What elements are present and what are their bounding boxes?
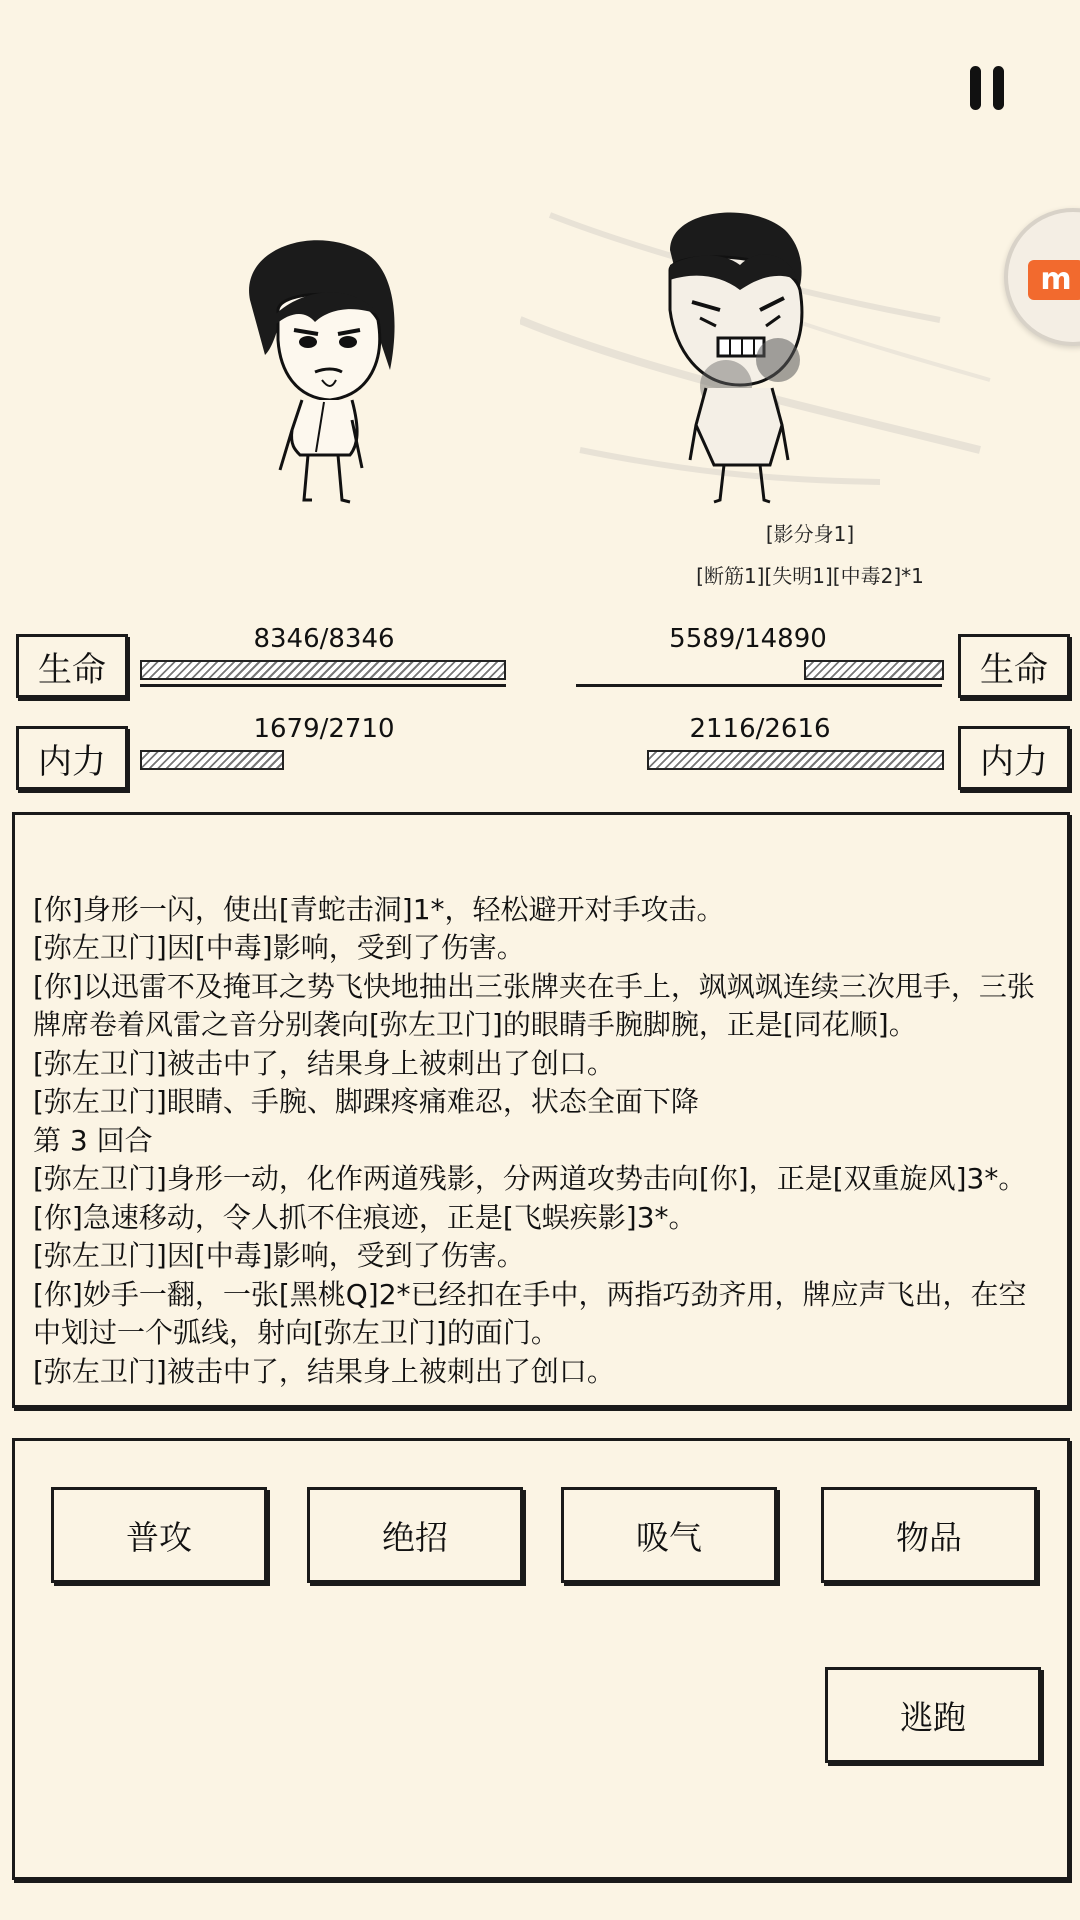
- log-line: 第 3 回合: [33, 1123, 153, 1157]
- log-line: [弥左卫门]眼睛、手腕、脚踝疼痛难忍，状态全面下降: [33, 1085, 699, 1118]
- log-line: [弥左卫门]因[中毒]影响，受到了伤害。: [33, 931, 525, 964]
- enemy-mp-value: 2116/2616: [689, 714, 831, 744]
- enemy-hp-value: 5589/14890: [669, 624, 827, 654]
- floating-app-badge[interactable]: [1004, 208, 1080, 346]
- battle-log[interactable]: [12, 812, 1070, 1408]
- player-mp-label: 内力: [16, 726, 128, 790]
- log-line: [你]急速移动，令人抓不住痕迹，正是[飞蜈疾影]3*。: [33, 1200, 697, 1234]
- items-button[interactable]: 物品: [821, 1487, 1037, 1583]
- player-character: [220, 230, 420, 510]
- battle-log-lines: [33, 891, 1051, 1392]
- log-line: [弥左卫门]因[中毒]影响，受到了伤害。: [33, 1239, 525, 1272]
- enemy-debuffs: [断筋1][失明1][中毒2]*1: [696, 564, 924, 588]
- enemy-hp-bar: [804, 660, 944, 680]
- log-line: [弥左卫门]被击中了，结果身上被刺出了创口。: [33, 1046, 615, 1080]
- player-hp-value: 8346/8346: [253, 624, 395, 654]
- enemy-character: [520, 210, 1000, 530]
- player-mp-value: 1679/2710: [253, 714, 395, 744]
- attack-button[interactable]: 普攻: [51, 1487, 267, 1583]
- badge-logo-icon: m: [1028, 260, 1080, 300]
- log-line: [你]身形一闪，使出[青蛇击洞]1*，轻松避开对手攻击。: [33, 892, 725, 926]
- log-line: [弥左卫门]被击中了，结果身上被刺出了创口。: [33, 1354, 615, 1388]
- player-hp-label: 生命: [16, 634, 128, 698]
- flee-button[interactable]: 逃跑: [825, 1667, 1041, 1763]
- ultimate-button[interactable]: 绝招: [307, 1487, 523, 1583]
- enemy-hp-label: 生命: [958, 634, 1070, 698]
- log-line: [你]以迅雷不及掩耳之势飞快地抽出三张牌夹在手上，飒飒飒连续三次甩手，三张牌席卷着风雷之音分别袭向[弥左卫门]的眼睛手腕脚腕，正是[同花顺]。: [33, 969, 1035, 1041]
- player-mp-bar: [140, 750, 284, 770]
- breathe-button[interactable]: 吸气: [561, 1487, 777, 1583]
- player-hp-bar: [140, 660, 506, 680]
- pause-button[interactable]: [962, 66, 1012, 116]
- enemy-buffs: [影分身1]: [765, 522, 855, 546]
- log-line: [弥左卫门]身形一动，化作两道残影，分两道攻势击向[你]，正是[双重旋风]3*。: [33, 1162, 1027, 1195]
- action-panel: [12, 1438, 1070, 1880]
- enemy-mp-bar: [647, 750, 944, 770]
- log-line: [你]妙手一翻，一张[黑桃Q]2*已经扣在手中，两指巧劲齐用，牌应声飞出，在空中划过一个弧线，射向[弥左卫门]的面门。: [33, 1277, 1027, 1349]
- pause-icon: [970, 66, 981, 110]
- enemy-mp-label: 内力: [958, 726, 1070, 790]
